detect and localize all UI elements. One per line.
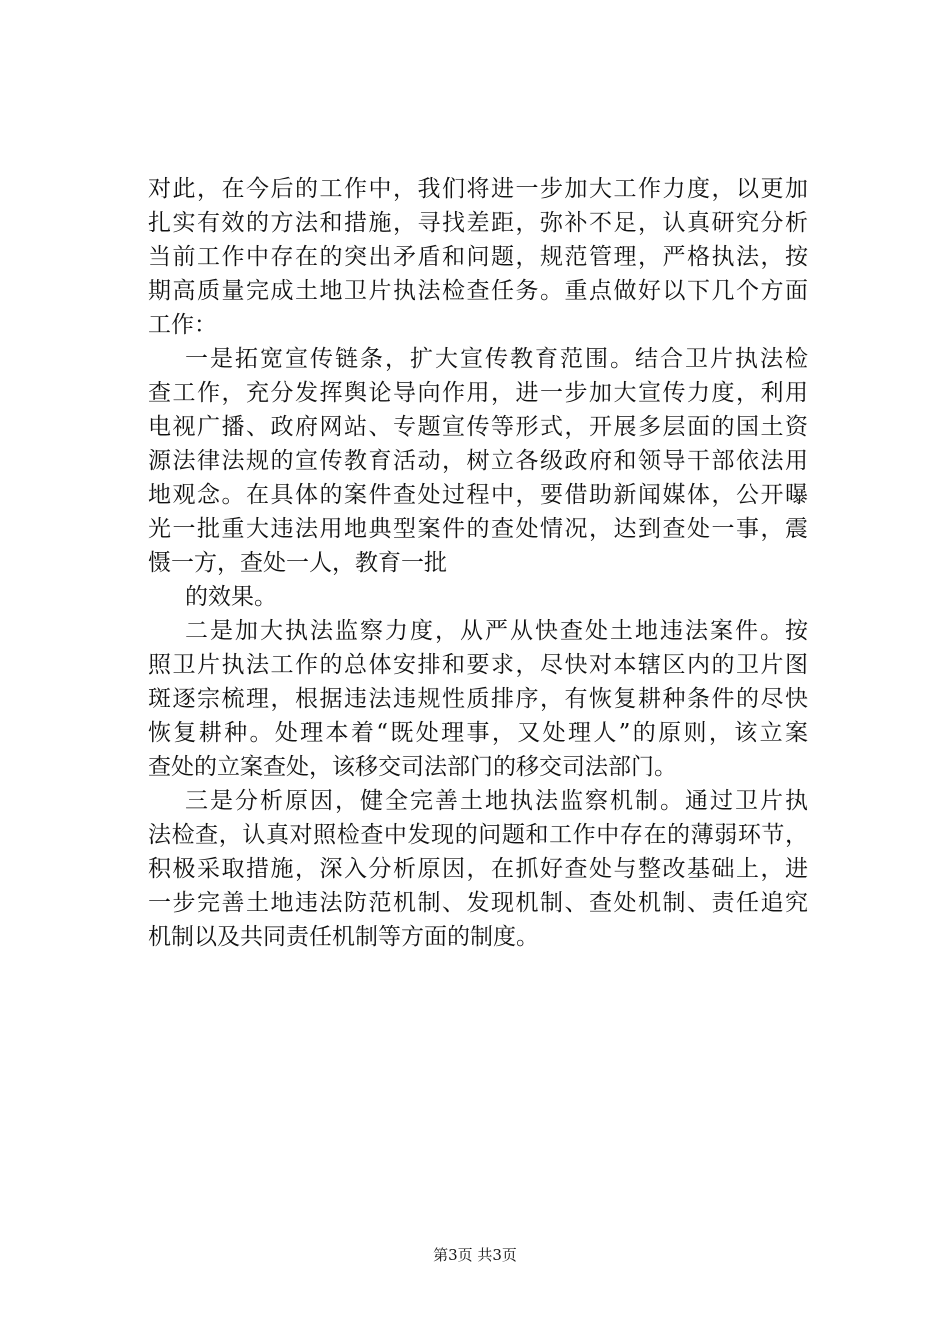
text-line: 斑逐宗梳理，根据违法违规性质排序，有恢复耕种条件的尽快 <box>148 686 808 712</box>
text-line: 当前工作中存在的突出矛盾和问题，规范管理，严格执法，按 <box>148 244 808 270</box>
text-line: 慑一方，查处一人，教育一批 <box>148 550 447 576</box>
page-footer <box>0 1244 950 1266</box>
text-line: 机制以及共同责任机制等方面的制度。 <box>148 924 539 950</box>
text-line: 的效果。 <box>185 584 277 610</box>
text-line: 积极采取措施，深入分析原因，在抓好查处与整改基础上，进 <box>148 856 808 882</box>
text-line: 电视广播、政府网站、专题宣传等形式，开展多层面的国土资 <box>148 414 808 440</box>
paragraph-first-line: 三是分析原因，健全完善土地执法监察机制。通过卫片执 <box>185 788 808 814</box>
text-line: 光一批重大违法用地典型案件的查处情况，达到查处一事，震 <box>148 516 808 542</box>
text-line: 扎实有效的方法和措施，寻找差距，弥补不足，认真研究分析 <box>148 210 808 236</box>
text-line: 地观念。在具体的案件查处过程中，要借助新闻媒体，公开曝 <box>148 482 808 508</box>
text-line: 对此，在今后的工作中，我们将进一步加大工作力度，以更加 <box>148 176 808 202</box>
text-line: 一步完善土地违法防范机制、发现机制、查处机制、责任追究 <box>148 890 808 916</box>
text-line: 查处的立案查处，该移交司法部门的移交司法部门。 <box>148 754 677 780</box>
paragraph-first-line: 二是加大执法监察力度，从严从快查处土地违法案件。按 <box>185 618 808 644</box>
text-line: 期高质量完成土地卫片执法检查任务。重点做好以下几个方面 <box>148 278 808 304</box>
text-line: 源法律法规的宣传教育活动，树立各级政府和领导干部依法用 <box>148 448 808 474</box>
text-line: 法检查，认真对照检查中发现的问题和工作中存在的薄弱环节， <box>148 822 808 848</box>
text-line: 工作： <box>148 312 217 338</box>
text-line: 照卫片执法工作的总体安排和要求，尽快对本辖区内的卫片图 <box>148 652 808 678</box>
text-line: 查工作，充分发挥舆论导向作用，进一步加大宣传力度，利用 <box>148 380 808 406</box>
page-number-label: 第3页 共3页 <box>433 1246 517 1264</box>
paragraph-first-line: 一是拓宽宣传链条，扩大宣传教育范围。结合卫片执法检 <box>185 346 808 372</box>
text-line: 恢复耕种。处理本着“既处理事，又处理人”的原则，该立案 <box>148 720 808 746</box>
